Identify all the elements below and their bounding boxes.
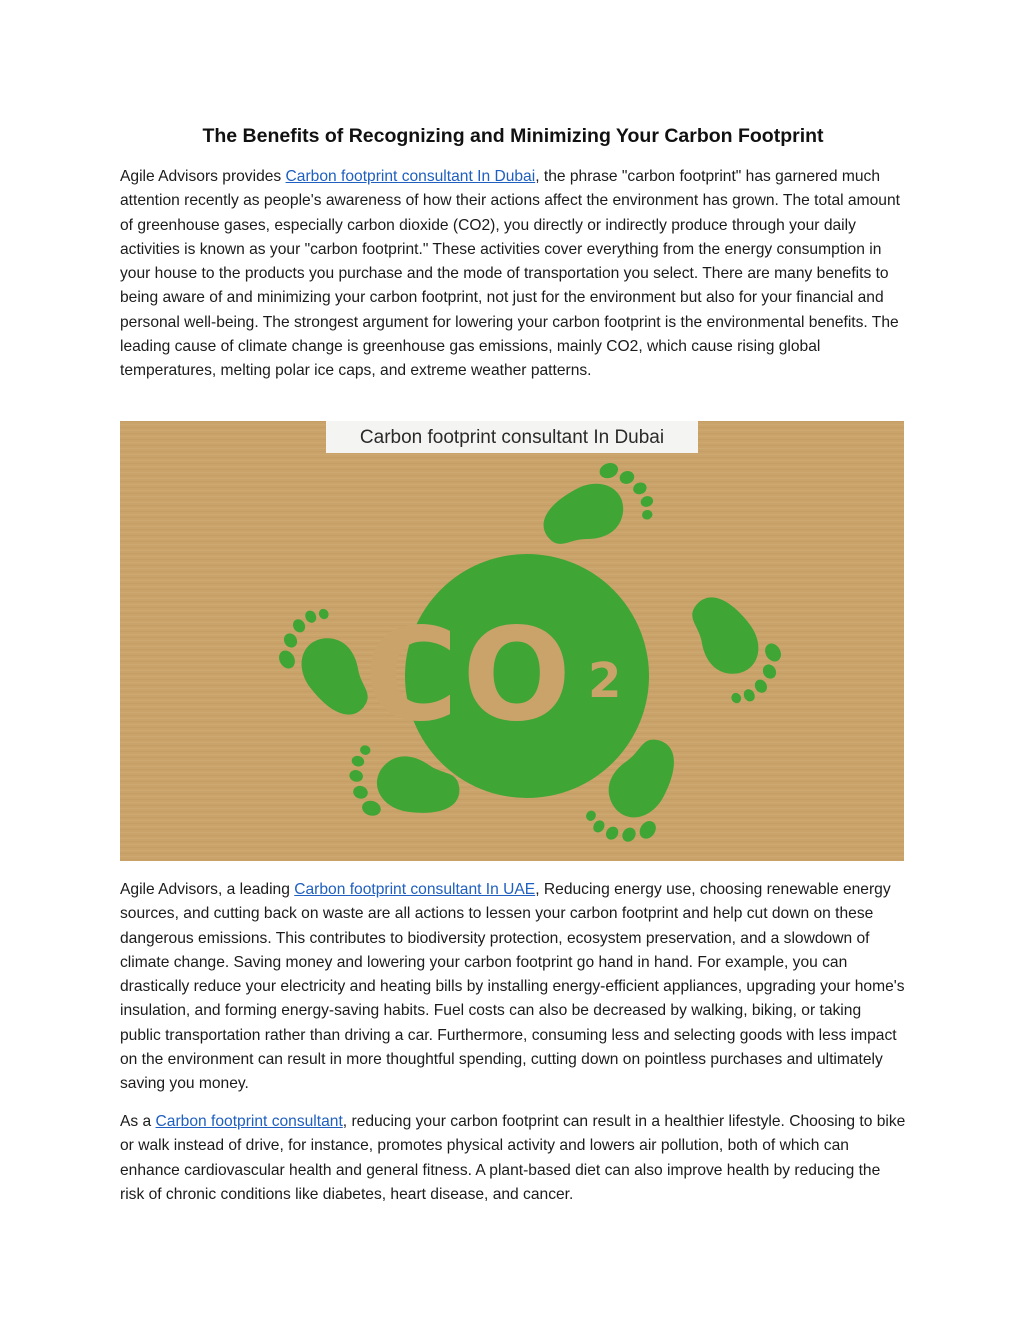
paragraph-intro-lead: Agile Advisors provides: [120, 168, 286, 185]
paragraph-benefits-body: , Reducing energy use, choosing renewable energy sources, and cutting back on waste are all actions to lessen your carbon footprint and help cut down on these dangerous emissions. This contributes to biodiversity protection, ecosystem preservation, and a slowdown of climate change. Saving money and lowering your carbon footprint go hand in hand. For example, you can drastically reduce your electricity and heating bills by installing energy-efficient appliances, upgrading your home's insulation, and forming energy-saving habits. Fuel costs can also be decreased by walking, biking, or taking public transportation rather than driving a car. Furthermore, consuming less and selecting goods with less impact on the environment can result in more thoughtful spending, cutting down on pointless purchases and ultimately saving you money.: [120, 881, 905, 1093]
page-title: The Benefits of Recognizing and Minimizing Your Carbon Footprint: [202, 125, 824, 147]
paragraph-benefits-lead: Agile Advisors, a leading: [120, 881, 295, 898]
paragraph-health-body: , reducing your carbon footprint can result in a healthier lifestyle. Choosing to bike or walk instead of drive, for instance, promotes physical activity and lowers air pollution, both of which can enhance cardiovascular health and general fitness. A plant-based diet can also improve health by reducing the risk of chronic conditions like diabetes, heart disease, and cancer.: [120, 1113, 906, 1203]
paragraph-intro: [120, 165, 906, 384]
link-consultant[interactable]: Carbon footprint consultant: [155, 1113, 343, 1130]
link-consultant-uae[interactable]: Carbon footprint consultant In UAE: [294, 881, 536, 898]
paragraph-benefits: [120, 878, 906, 1097]
paragraph-health: [120, 1110, 906, 1207]
co2-footprint-image: [120, 421, 904, 861]
co2-subscript: 2: [588, 653, 622, 709]
paragraph-intro-body: , the phrase "carbon footprint" has garnered much attention recently as people's awareness of how their actions affect the environment has grown. The total amount of greenhouse gases, especially carbon dioxide (CO2), you directly or indirectly produce through your daily activities is known as your "carbon footprint." These activities cover everything from the energy consumption in your house to the products you purchase and the mode of transportation you select. There are many benefits to being aware of and minimizing your carbon footprint, not just for the environment but also for your financial and personal well-being. The strongest argument for lowering your carbon footprint is the environmental benefits. The leading cause of climate change is greenhouse gas emissions, mainly CO2, which cause rising global temperatures, melting polar ice caps, and extreme weather patterns.: [120, 168, 900, 380]
paragraph-health-lead: As a: [120, 1113, 156, 1130]
image-caption: Carbon footprint consultant In Dubai: [359, 427, 665, 448]
link-consultant-dubai[interactable]: Carbon footprint consultant In Dubai: [285, 168, 536, 185]
co2-label: CO: [364, 601, 575, 750]
